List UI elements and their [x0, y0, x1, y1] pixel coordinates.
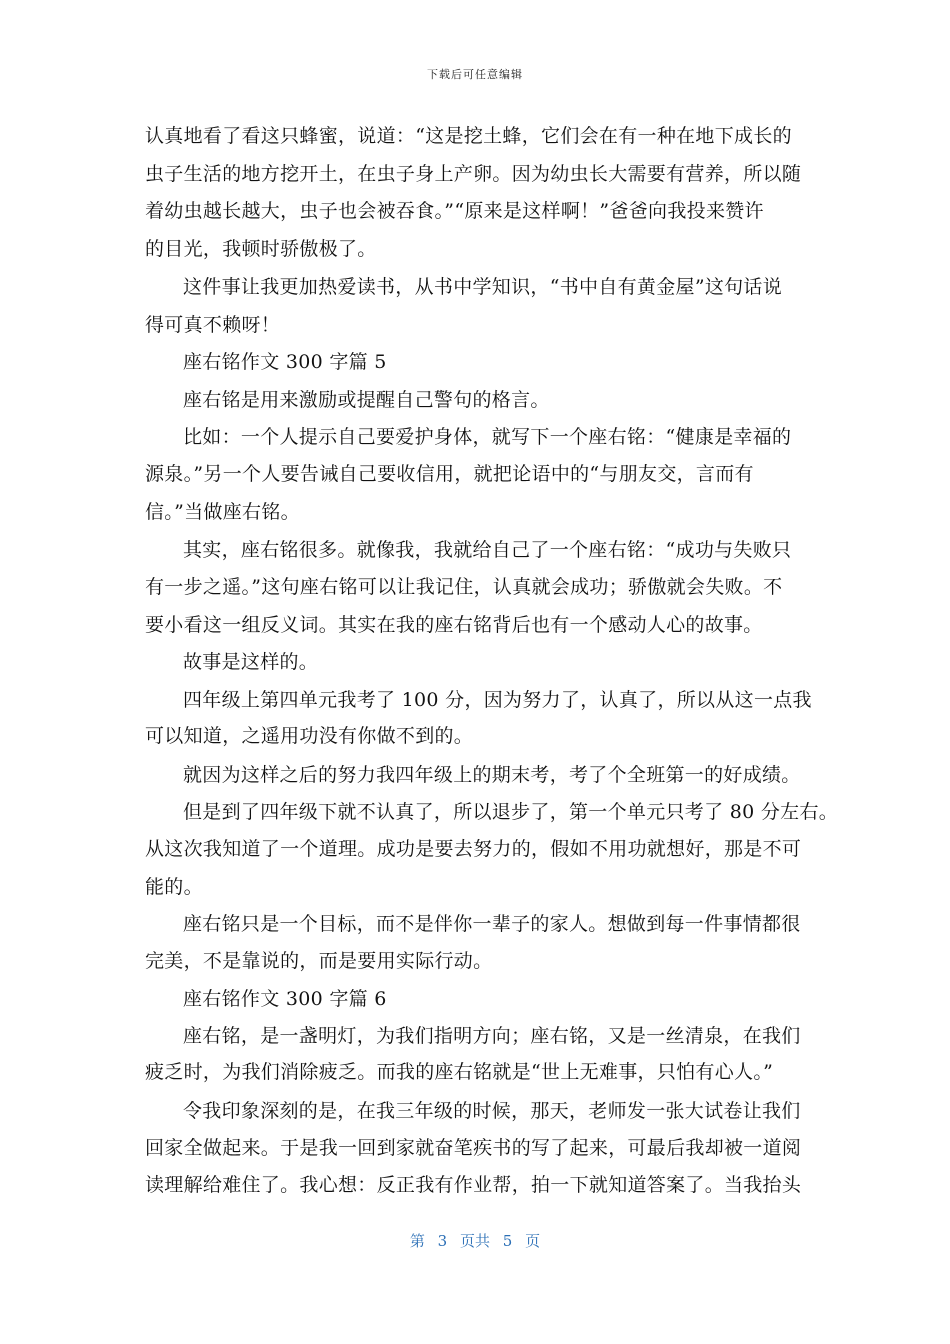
- body-line: 故事是这样的。: [183, 651, 319, 673]
- body-line: 着幼虫越长越大，虫子也会被吞食。”“原来是这样啊！”爸爸向我投来赞许: [145, 200, 764, 222]
- body-line: 完美，不是靠说的，而是要用实际行动。: [145, 950, 493, 972]
- body-line: 信。”当做座右铭。: [145, 501, 300, 523]
- section-heading: 座右铭作文 300 字篇 6: [183, 988, 387, 1010]
- body-line: 就因为这样之后的努力我四年级上的期末考，考了个全班第一的好成绩。: [183, 764, 801, 786]
- body-line: 座右铭是用来激励或提醒自己警句的格言。: [183, 389, 550, 411]
- body-line: 疲乏时，为我们消除疲乏。而我的座右铭就是“世上无难事，只怕有心人。”: [145, 1061, 774, 1083]
- body-line: 座右铭只是一个目标，而不是伴你一辈子的家人。想做到每一件事情都很: [183, 913, 801, 935]
- body-line: 但是到了四年级下就不认真了，所以退步了，第一个单元只考了 80 分左右。: [183, 801, 839, 823]
- page-header: 下载后可任意编辑: [427, 68, 523, 81]
- body-line: 认真地看了看这只蜂蜜，说道：“这是挖土蜂，它们会在有一种在地下成长的: [145, 125, 792, 147]
- body-line: 可以知道，之遥用功没有你做不到的。: [145, 725, 474, 747]
- section-heading: 座右铭作文 300 字篇 5: [183, 351, 387, 373]
- body-line: 源泉。”另一个人要告诫自己要收信用，就把论语中的“与朋友交，言而有: [145, 463, 754, 485]
- body-line: 四年级上第四单元我考了 100 分，因为努力了，认真了，所以从这一点我: [183, 689, 812, 711]
- body-line: 回家全做起来。于是我一回到家就奋笔疾书的写了起来，可最后我却被一道阅: [145, 1137, 802, 1159]
- body-line: 这件事让我更加热爱读书，从书中学知识，“书中自有黄金屋”这句话说: [183, 276, 783, 298]
- body-line: 比如：一个人提示自己要爱护身体，就写下一个座右铭：“健康是幸福的: [183, 426, 792, 448]
- body-line: 的目光，我顿时骄傲极了。: [145, 238, 377, 260]
- body-line: 座右铭，是一盏明灯，为我们指明方向；座右铭，又是一丝清泉，在我们: [183, 1025, 801, 1047]
- body-line: 从这次我知道了一个道理。成功是要去努力的，假如不用功就想好，那是不可: [145, 838, 802, 860]
- body-line: 有一步之遥。”这句座右铭可以让我记住，认真就会成功；骄傲就会失败。不: [145, 576, 783, 598]
- body-line: 其实，座右铭很多。就像我，我就给自己了一个座右铭：“成功与失败只: [183, 539, 792, 561]
- body-line: 虫子生活的地方挖开土，在虫子身上产卵。因为幼虫长大需要有营养，所以随: [145, 163, 802, 185]
- body-line: 得可真不赖呀！: [145, 314, 281, 336]
- body-line: 令我印象深刻的是，在我三年级的时候，那天，老师发一张大试卷让我们: [183, 1100, 801, 1122]
- body-line: 要小看这一组反义词。其实在我的座右铭背后也有一个感动人心的故事。: [145, 614, 763, 636]
- body-line: 读理解给难住了。我心想：反正我有作业帮，拍一下就知道答案了。当我抬头: [145, 1174, 802, 1196]
- body-line: 能的。: [145, 876, 203, 898]
- page-number: 第 3 页共 5 页: [409, 1232, 541, 1250]
